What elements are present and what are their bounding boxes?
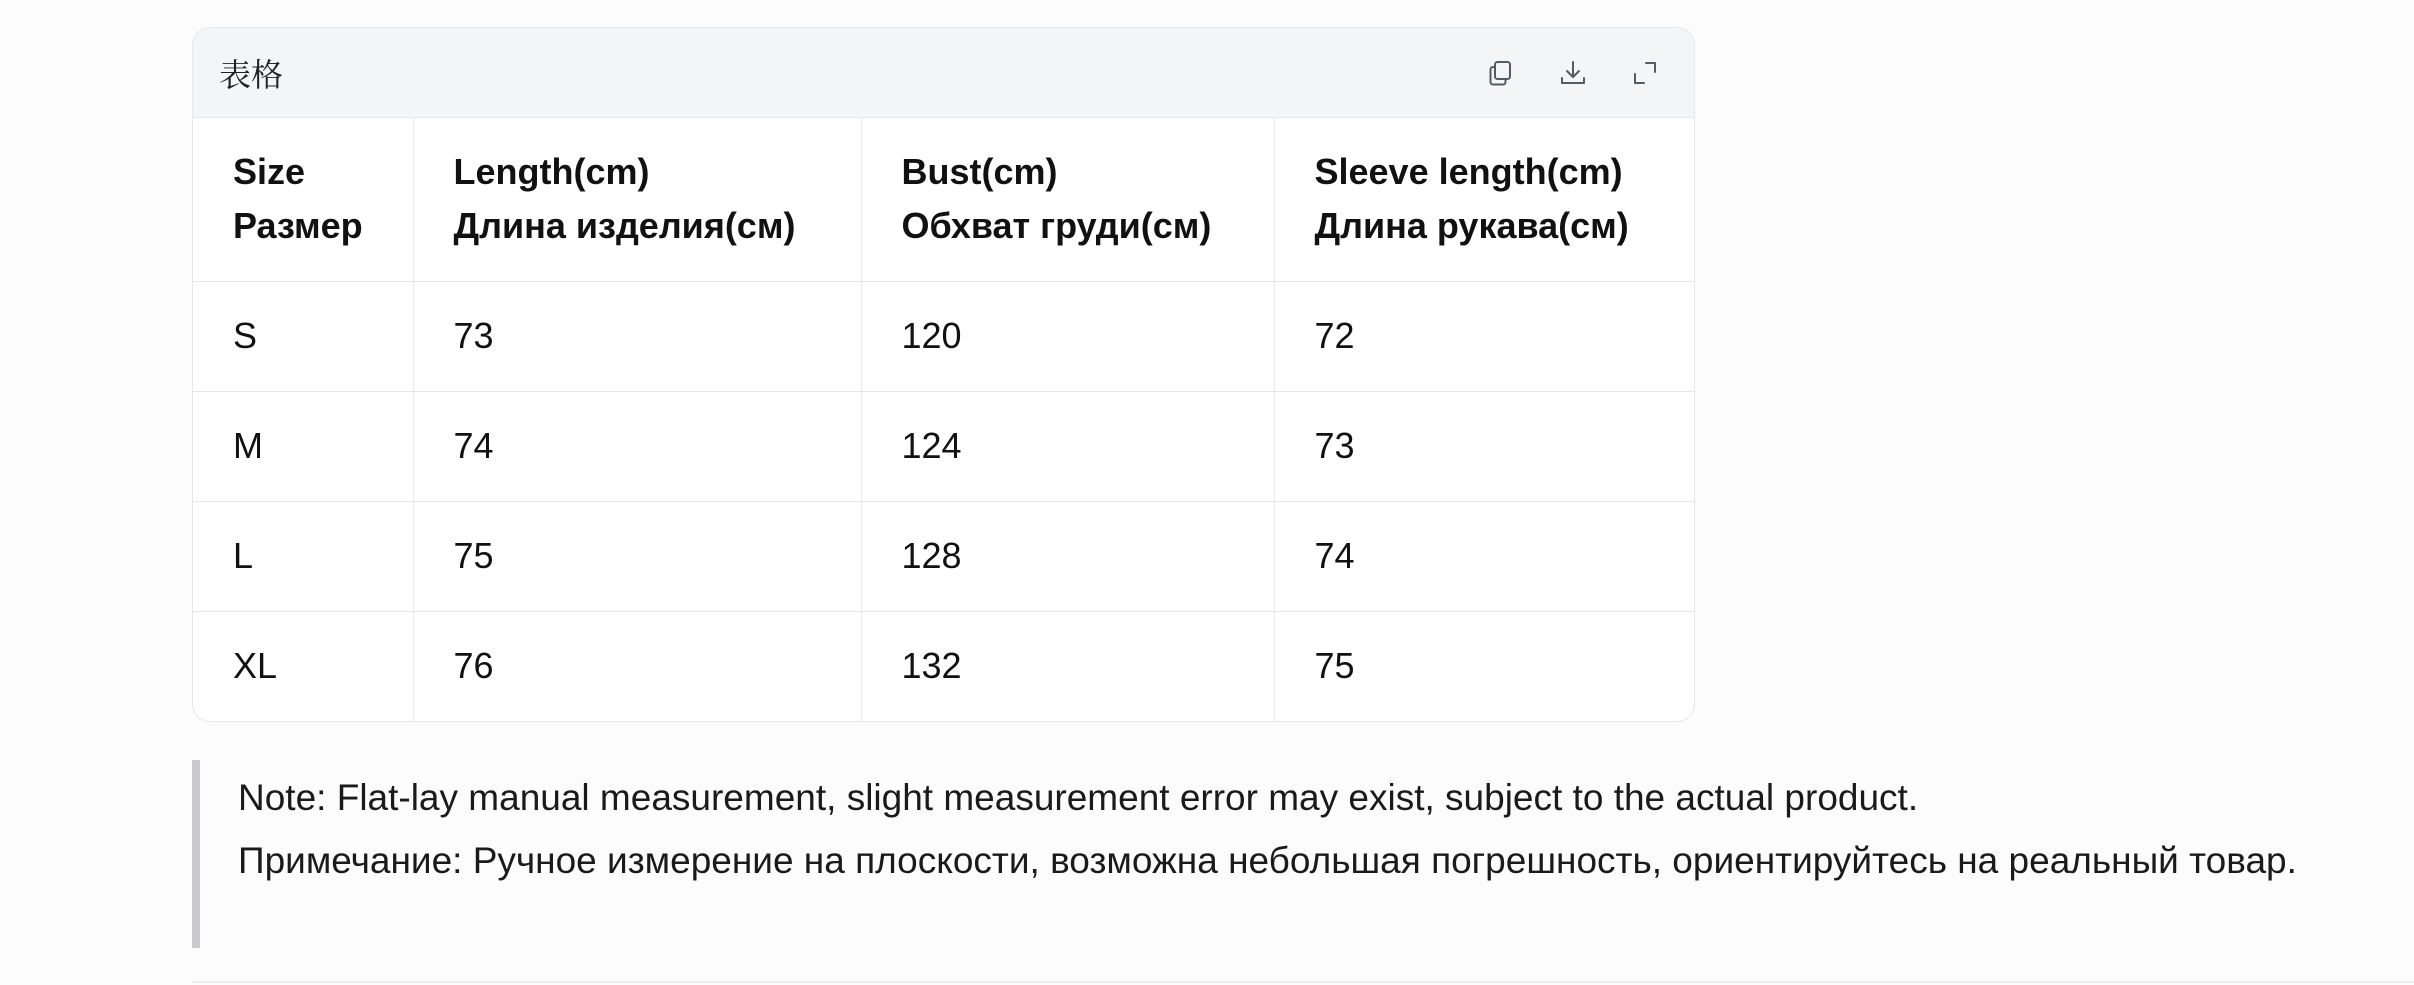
cell-length: 74: [413, 391, 861, 501]
cell-size: S: [193, 281, 413, 391]
cell-sleeve: 74: [1274, 501, 1694, 611]
table-row: [193, 611, 1694, 721]
copy-icon: [1485, 57, 1517, 89]
table-card-title: 表格: [219, 55, 284, 94]
cell-sleeve: 75: [1314, 645, 1355, 687]
table-card-header: [193, 28, 1694, 118]
cell-size: M: [193, 391, 413, 501]
header-label-ru: Обхват груди(см): [901, 205, 1212, 247]
table-row: [193, 281, 1694, 391]
cell-length: 75: [413, 501, 861, 611]
note-english: Note: Flat-lay manual measurement, slight measurement error may exist, subject to the actual product.: [238, 777, 1919, 818]
note-russian: Примечание: Ручное измерение на плоскости, возможна небольшая погрешность, ориентируйтесь на реальный товар.: [238, 840, 2297, 881]
measurement-note: [192, 760, 2382, 948]
cell-bust: 128: [861, 501, 1274, 611]
table-row: [193, 501, 1694, 611]
divider: [192, 981, 2414, 983]
header-sleeve-length: [1274, 118, 1694, 281]
header-label-en: Size: [233, 151, 306, 193]
cell-bust: 120: [861, 281, 1274, 391]
header-label-ru: Длина рукава(см): [1314, 205, 1629, 247]
header-size: [193, 118, 413, 281]
table-header-row: [193, 118, 1694, 281]
table-row: [193, 391, 1694, 501]
cell-sleeve: 72: [1274, 281, 1694, 391]
cell-length: 73: [413, 281, 861, 391]
download-icon: [1557, 57, 1589, 89]
header-bust: [861, 118, 1274, 281]
size-table: [193, 118, 1694, 721]
table-card: [192, 27, 1695, 722]
header-label-en: Sleeve length(cm): [1314, 151, 1623, 193]
header-label-ru: Размер: [233, 205, 363, 247]
cell-size: L: [193, 501, 413, 611]
cell-bust: 132: [861, 611, 1274, 721]
cell-sleeve: 73: [1274, 391, 1694, 501]
cell-size: XL: [193, 611, 413, 721]
expand-button[interactable]: [1628, 56, 1662, 90]
copy-button[interactable]: [1484, 56, 1518, 90]
download-button[interactable]: [1556, 56, 1590, 90]
cell-bust: 124: [861, 391, 1274, 501]
expand-icon: [1629, 57, 1661, 89]
header-label-en: Length(cm): [453, 151, 650, 193]
cell-length: 76: [413, 611, 861, 721]
header-label-ru: Длина изделия(см): [453, 205, 796, 247]
header-length: [413, 118, 861, 281]
header-label-en: Bust(cm): [901, 151, 1058, 193]
table-toolbar: [1484, 56, 1668, 90]
